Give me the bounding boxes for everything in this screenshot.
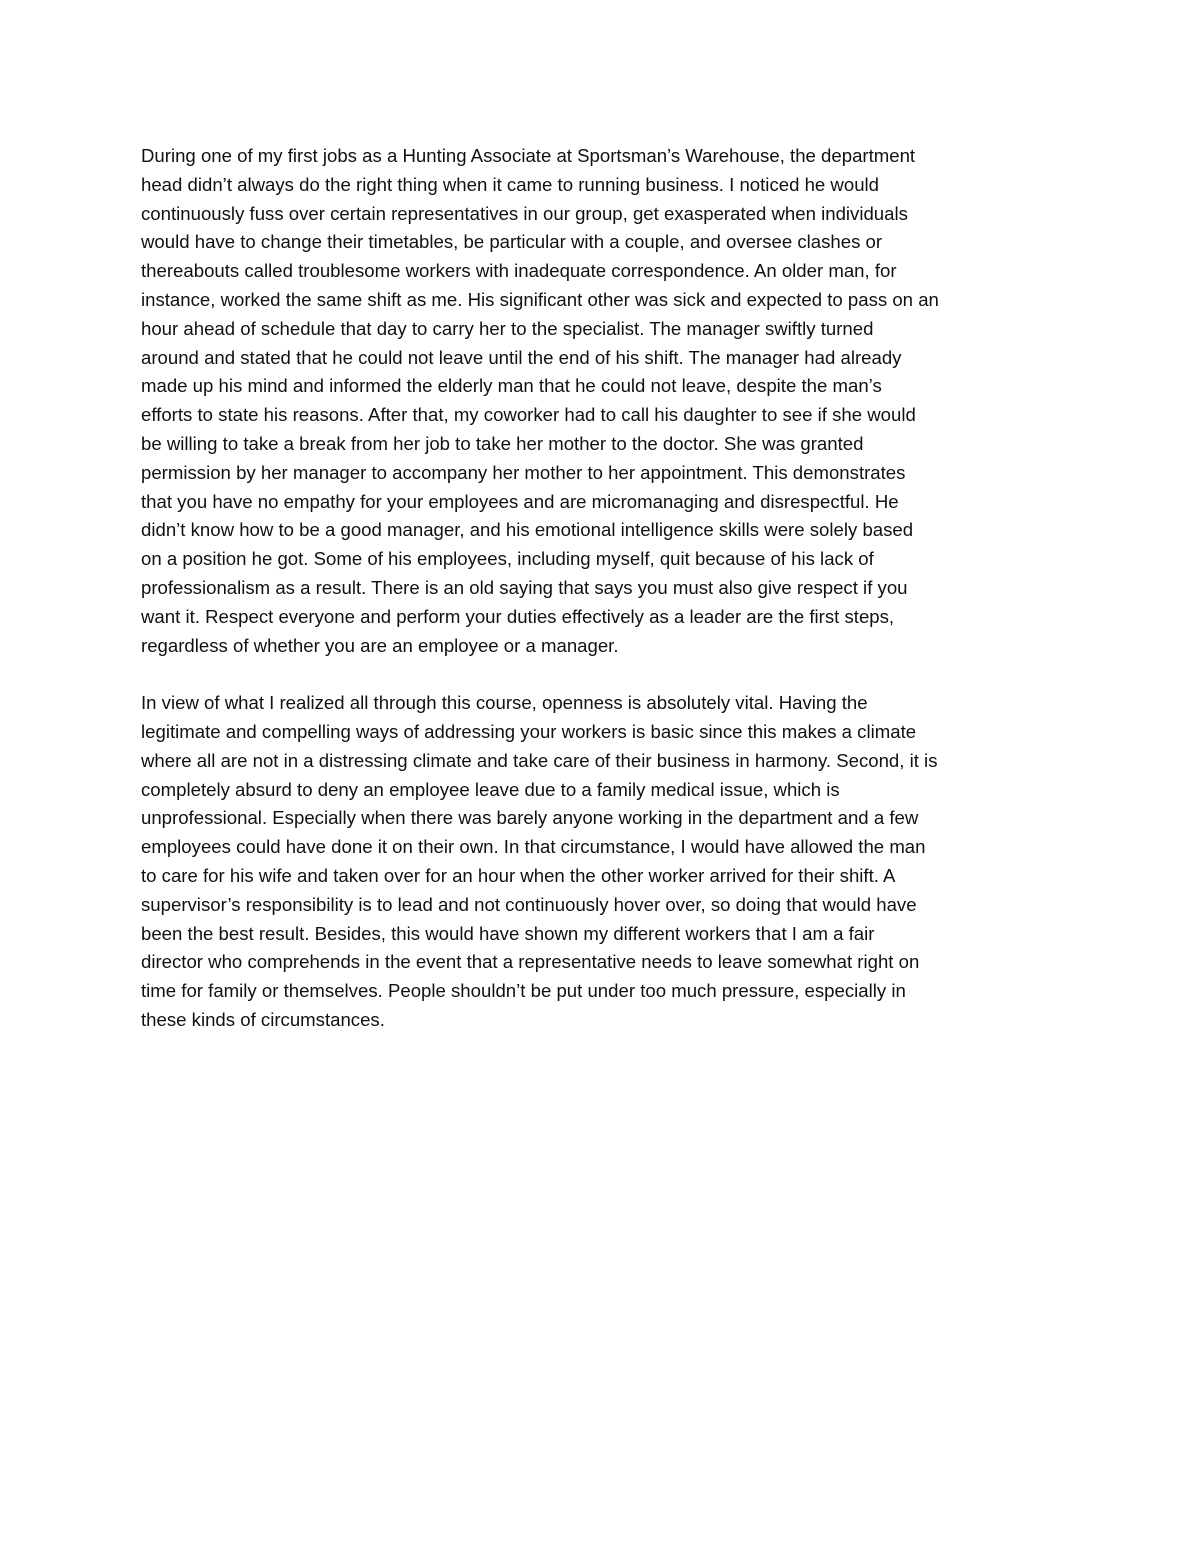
text-line: During one of my first jobs as a Hunting Associate at Sportsman’s Warehouse, the department [141,145,916,166]
document-body [141,142,1063,1035]
text-line: continuously fuss over certain representatives in our group, get exasperated when individuals [141,202,908,224]
text-line: unprofessional. Especially when there was barely anyone working in the department and a few [141,807,919,829]
text-line: supervisor’s responsibility is to lead and not continuously hover over, so doing that would have [141,893,917,915]
text-line: In view of what I realized all through this course, openness is absolutely vital. Having the [141,692,868,714]
text-line: employees could have done it on their own. In that circumstance, I would have allowed the man [141,836,926,858]
text-line: on a position he got. Some of his employees, including myself, quit because of his lack of [141,548,874,570]
text-line: time for family or themselves. People shouldn’t be put under too much pressure, especially in [141,980,906,1002]
text-line: instance, worked the same shift as me. His significant other was sick and expected to pass on an [141,288,939,310]
text-line: director who comprehends in the event that a representative needs to leave somewhat right on [141,951,920,973]
text-line: around and stated that he could not leave until the end of his shift. The manager had already [141,346,902,368]
text-line: thereabouts called troublesome workers with inadequate correspondence. An older man, for [141,260,897,282]
paragraph-2 [141,689,1063,1035]
text-line: completely absurd to deny an employee leave due to a family medical issue, which is [141,778,840,800]
text-line: been the best result. Besides, this would have shown my different workers that I am a fair [141,922,875,944]
text-line: would have to change their timetables, be particular with a couple, and oversee clashes or [141,231,883,253]
text-line: didn’t know how to be a good manager, and his emotional intelligence skills were solely based [141,519,914,541]
text-line: where all are not in a distressing climate and take care of their business in harmony. Second, it is [141,749,938,771]
text-line: permission by her manager to accompany her mother to her appointment. This demonstrates [141,461,906,483]
text-line: made up his mind and informed the elderly man that he could not leave, despite the man’s [141,375,882,397]
text-line: efforts to state his reasons. After that, my coworker had to call his daughter to see if she would [141,404,916,426]
text-line: head didn’t always do the right thing when it came to running business. I noticed he would [141,173,880,195]
text-line: be willing to take a break from her job to take her mother to the doctor. She was granted [141,432,864,454]
paragraph-1 [141,142,1063,660]
text-line: hour ahead of schedule that day to carry her to the specialist. The manager swiftly turned [141,317,874,339]
text-line: regardless of whether you are an employee or a manager. [141,634,619,656]
text-line: want it. Respect everyone and perform your duties effectively as a leader are the first steps, [141,605,895,627]
text-line: professionalism as a result. There is an old saying that says you must also give respect if you [141,576,908,598]
text-line: these kinds of circumstances. [141,1008,385,1030]
text-line: legitimate and compelling ways of addressing your workers is basic since this makes a climate [141,720,917,742]
text-line: to care for his wife and taken over for an hour when the other worker arrived for their shift. A [141,864,896,886]
text-line: that you have no empathy for your employees and are micromanaging and disrespectful. He [141,490,899,512]
